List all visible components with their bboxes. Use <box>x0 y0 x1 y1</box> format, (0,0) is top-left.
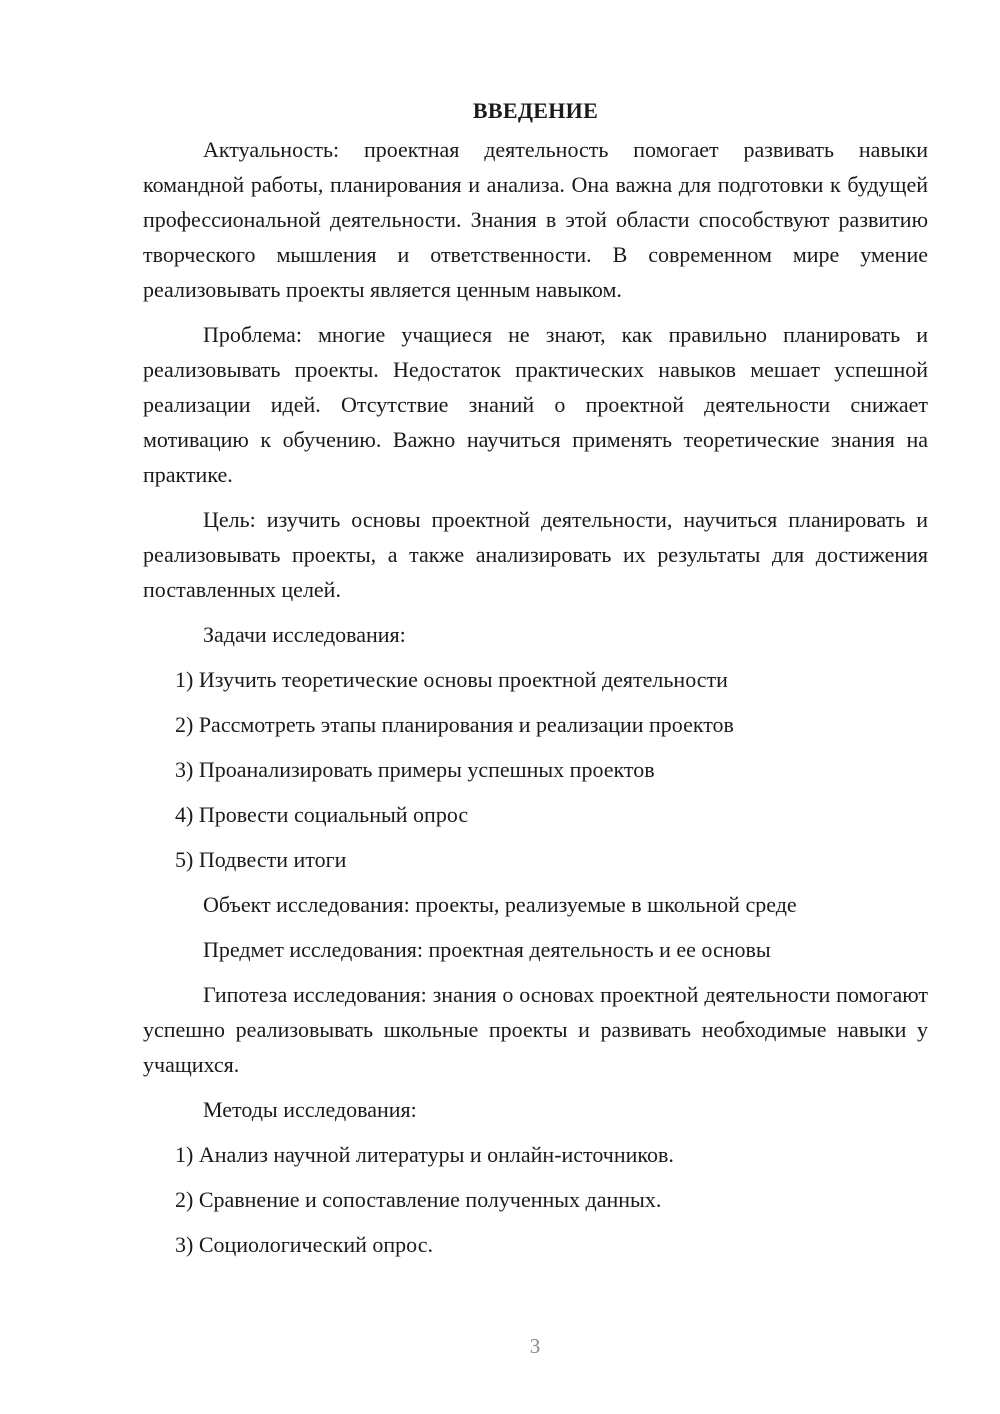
goal-paragraph: Цель: изучить основы проектной деятельности, научиться планировать и реализовывать проекты, а также анализировать их результаты для достижения поставленных целей. <box>143 507 928 602</box>
problem-paragraph: Проблема: многие учащиеся не знают, как правильно планировать и реализовывать проекты. Недостаток практических навыков мешает успешной реализации идей. Отсутствие знаний о проектной деятельности снижает мотивацию к обучению. Важно научиться применять теоретические знания на практике. <box>143 322 928 487</box>
method-item: 2) Сравнение и сопоставление полученных данных. <box>175 1187 662 1212</box>
page-number: 3 <box>529 1334 541 1358</box>
research-subject: Предмет исследования: проектная деятельность и ее основы <box>203 937 771 962</box>
task-item: 1) Изучить теоретические основы проектной деятельности <box>175 667 728 692</box>
task-item: 3) Проанализировать примеры успешных проектов <box>175 757 655 782</box>
task-item: 4) Провести социальный опрос <box>175 802 469 827</box>
method-item: 1) Анализ научной литературы и онлайн-источников. <box>175 1142 674 1167</box>
method-item: 3) Социологический опрос. <box>175 1232 433 1257</box>
research-object: Объект исследования: проекты, реализуемые в школьной среде <box>203 892 797 917</box>
page-content <box>143 96 928 1272</box>
hypothesis-paragraph: Гипотеза исследования: знания о основах проектной деятельности помогают успешно реализовывать школьные проекты и развивать необходимые навыки у учащихся. <box>143 982 928 1077</box>
page-heading: ВВЕДЕНИЕ <box>472 98 599 123</box>
methods-heading: Методы исследования: <box>203 1097 417 1122</box>
relevance-paragraph: Актуальность: проектная деятельность помогает развивать навыки командной работы, планирования и анализа. Она важна для подготовки к будущей профессиональной деятельности. Знания в этой области способствуют развитию творческого мышления и ответственности. В современном мире умение реализовывать проекты является ценным навыком. <box>143 137 928 302</box>
task-item: 2) Рассмотреть этапы планирования и реализации проектов <box>175 712 734 737</box>
tasks-heading: Задачи исследования: <box>203 622 406 647</box>
task-item: 5) Подвести итоги <box>175 847 347 872</box>
